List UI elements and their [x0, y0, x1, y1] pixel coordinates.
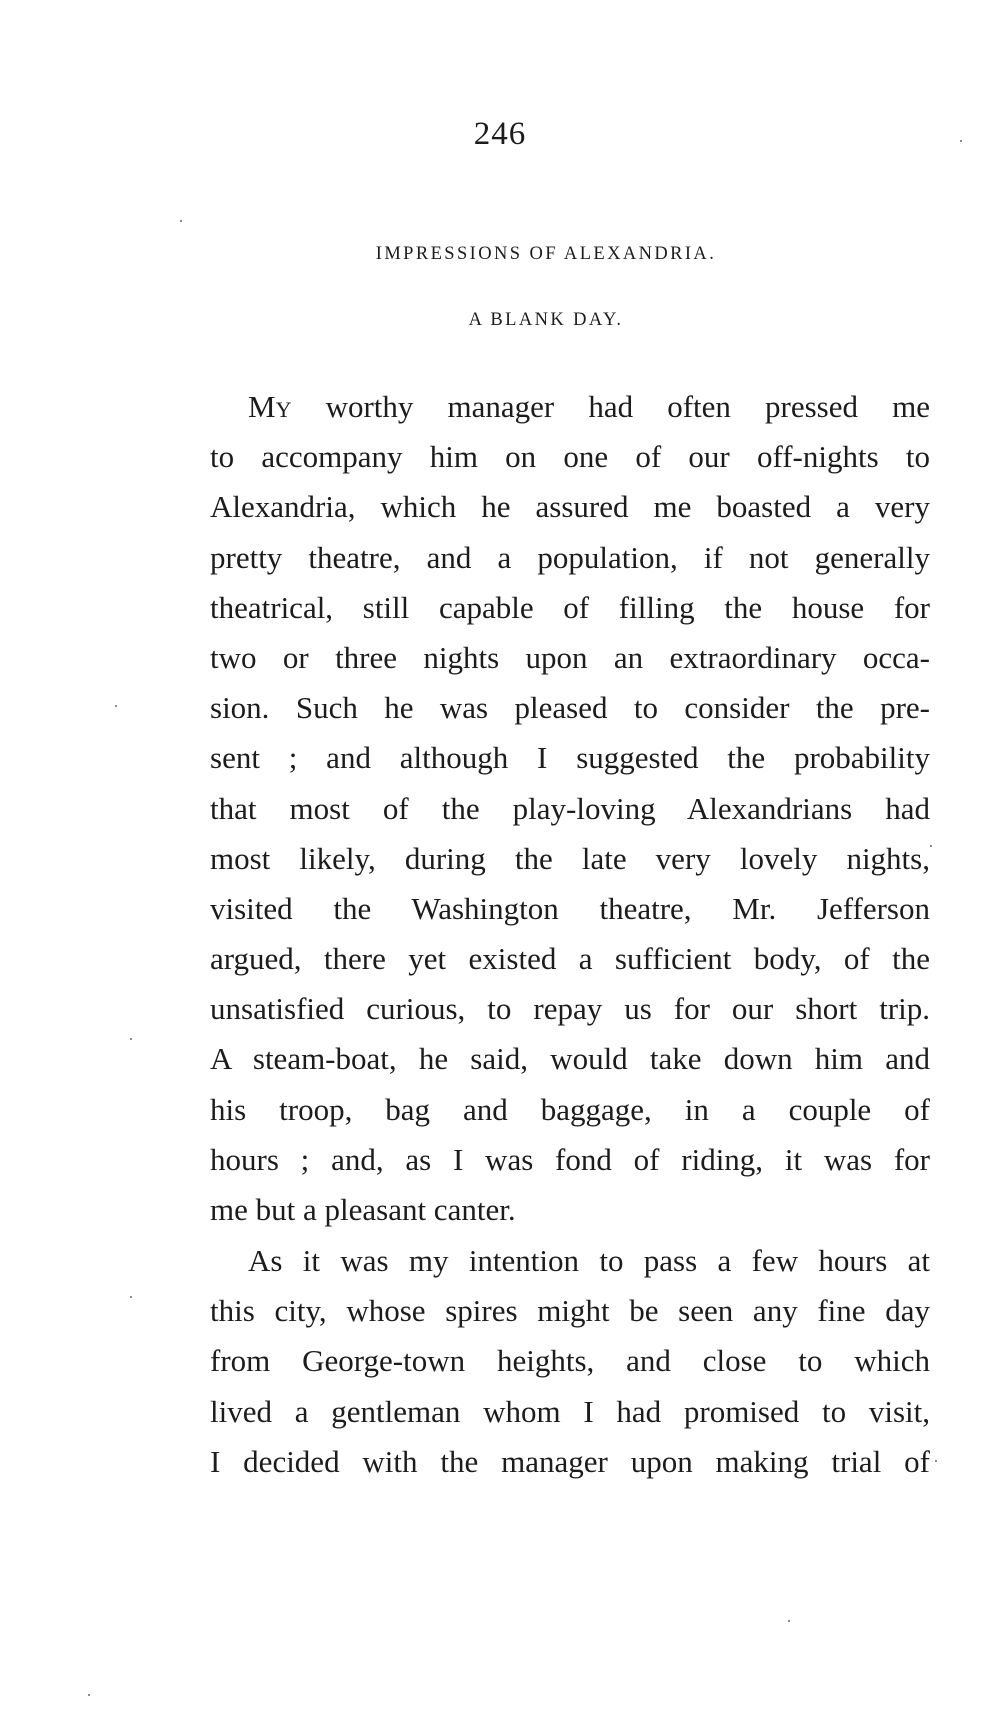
paper-speck: [930, 845, 932, 847]
paragraph-line: [210, 382, 930, 432]
paper-speck: [788, 1620, 790, 1622]
paragraph-line: sent ; and although I suggested the probability: [210, 740, 930, 776]
paper-speck: [130, 1038, 132, 1040]
paragraph-line: most likely, during the late very lovely nights,: [210, 840, 930, 876]
paragraph-line: me but a pleasant canter.: [210, 1192, 516, 1227]
paragraph-line: A steam-boat, he said, would take down him and: [210, 1041, 930, 1077]
paper-speck: [180, 220, 182, 222]
paragraph-line: his troop, bag and baggage, in a couple of: [210, 1091, 930, 1127]
paragraph-line: sion. Such he was pleased to consider the pre-: [210, 690, 930, 726]
paragraph-line: argued, there yet existed a sufficient body, of the: [210, 941, 930, 977]
paragraph-line: I decided with the manager upon making trial of: [210, 1443, 930, 1479]
paper-speck: [935, 1460, 937, 1462]
paragraph-line: hours ; and, as I was fond of riding, it was for: [210, 1141, 930, 1177]
paragraph-line: As it was my intention to pass a few hours at: [248, 1243, 930, 1278]
paragraph-line: to accompany him on one of our off-nights to: [210, 439, 930, 475]
paragraph-1: [210, 382, 930, 1235]
paragraph-line: pretty theatre, and a population, if not generally: [210, 539, 930, 575]
subsection-heading: A BLANK DAY.: [468, 310, 624, 330]
section-heading: IMPRESSIONS OF ALEXANDRIA.: [375, 244, 717, 264]
first-line-text: worthy manager had often pressed me: [291, 389, 930, 424]
paragraph-line: this city, whose spires might be seen any fine day: [210, 1293, 930, 1329]
paper-speck: [130, 1296, 132, 1298]
paper-speck: [960, 140, 962, 142]
paragraph-line: that most of the play-loving Alexandrians had: [210, 790, 930, 826]
paragraph-line: from George-town heights, and close to which: [210, 1343, 930, 1379]
paragraph-line: theatrical, still capable of filling the house for: [210, 589, 930, 625]
small-caps: Y: [275, 397, 292, 422]
page-number: 246: [473, 116, 527, 152]
paragraph-line: lived a gentleman whom I had promised to visit,: [210, 1393, 930, 1429]
paragraph-line: Alexandria, which he assured me boasted a very: [210, 489, 930, 525]
paper-speck: [88, 1694, 90, 1696]
paragraph-line: unsatisfied curious, to repay us for our short trip.: [210, 991, 930, 1027]
paragraph-2: [210, 1236, 930, 1487]
paragraph-line: visited the Washington theatre, Mr. Jefferson: [210, 890, 930, 926]
drop-initial: M: [248, 389, 276, 424]
paragraph-line: two or three nights upon an extraordinary occa-: [210, 639, 930, 675]
paper-speck: [115, 705, 117, 707]
